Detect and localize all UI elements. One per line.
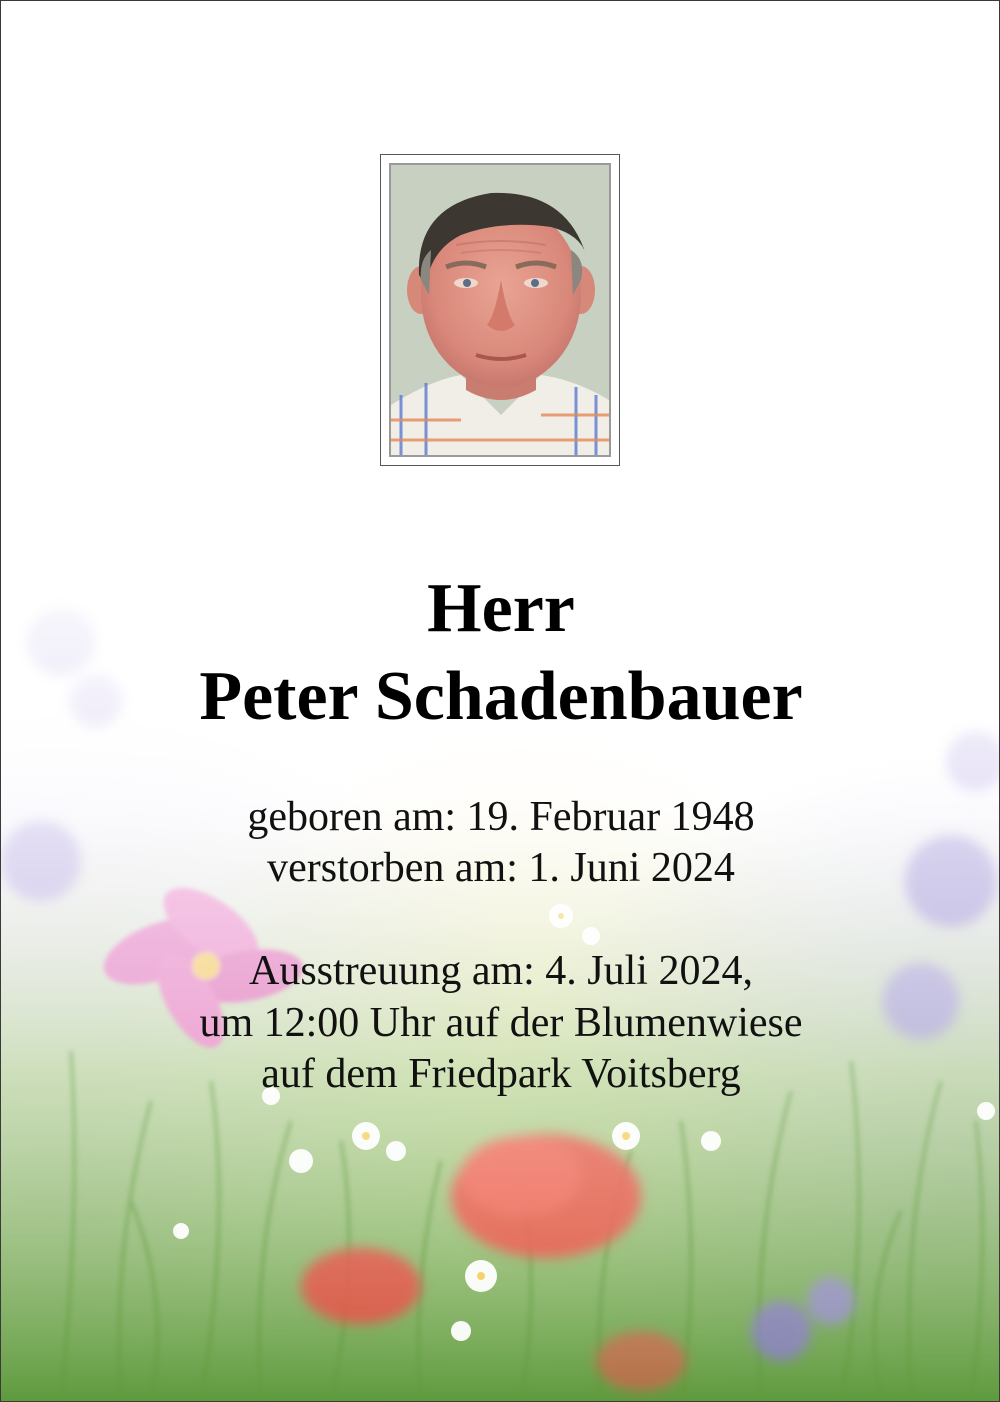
- ceremony-location: auf dem Friedpark Voitsberg: [261, 1051, 741, 1097]
- deceased-name: Peter Schadenbauer: [199, 658, 803, 735]
- death-date: verstorben am: 1. Juni 2024: [267, 845, 735, 891]
- birth-date: geboren am: 19. Februar 1948: [247, 794, 755, 840]
- portrait-frame: [380, 154, 620, 466]
- ceremony-date: Ausstreuung am: 4. Juli 2024,: [249, 948, 753, 994]
- ceremony-time-place: um 12:00 Uhr auf der Blumenwiese: [199, 1000, 803, 1046]
- salutation: Herr: [427, 570, 575, 647]
- portrait-photo: [389, 163, 611, 457]
